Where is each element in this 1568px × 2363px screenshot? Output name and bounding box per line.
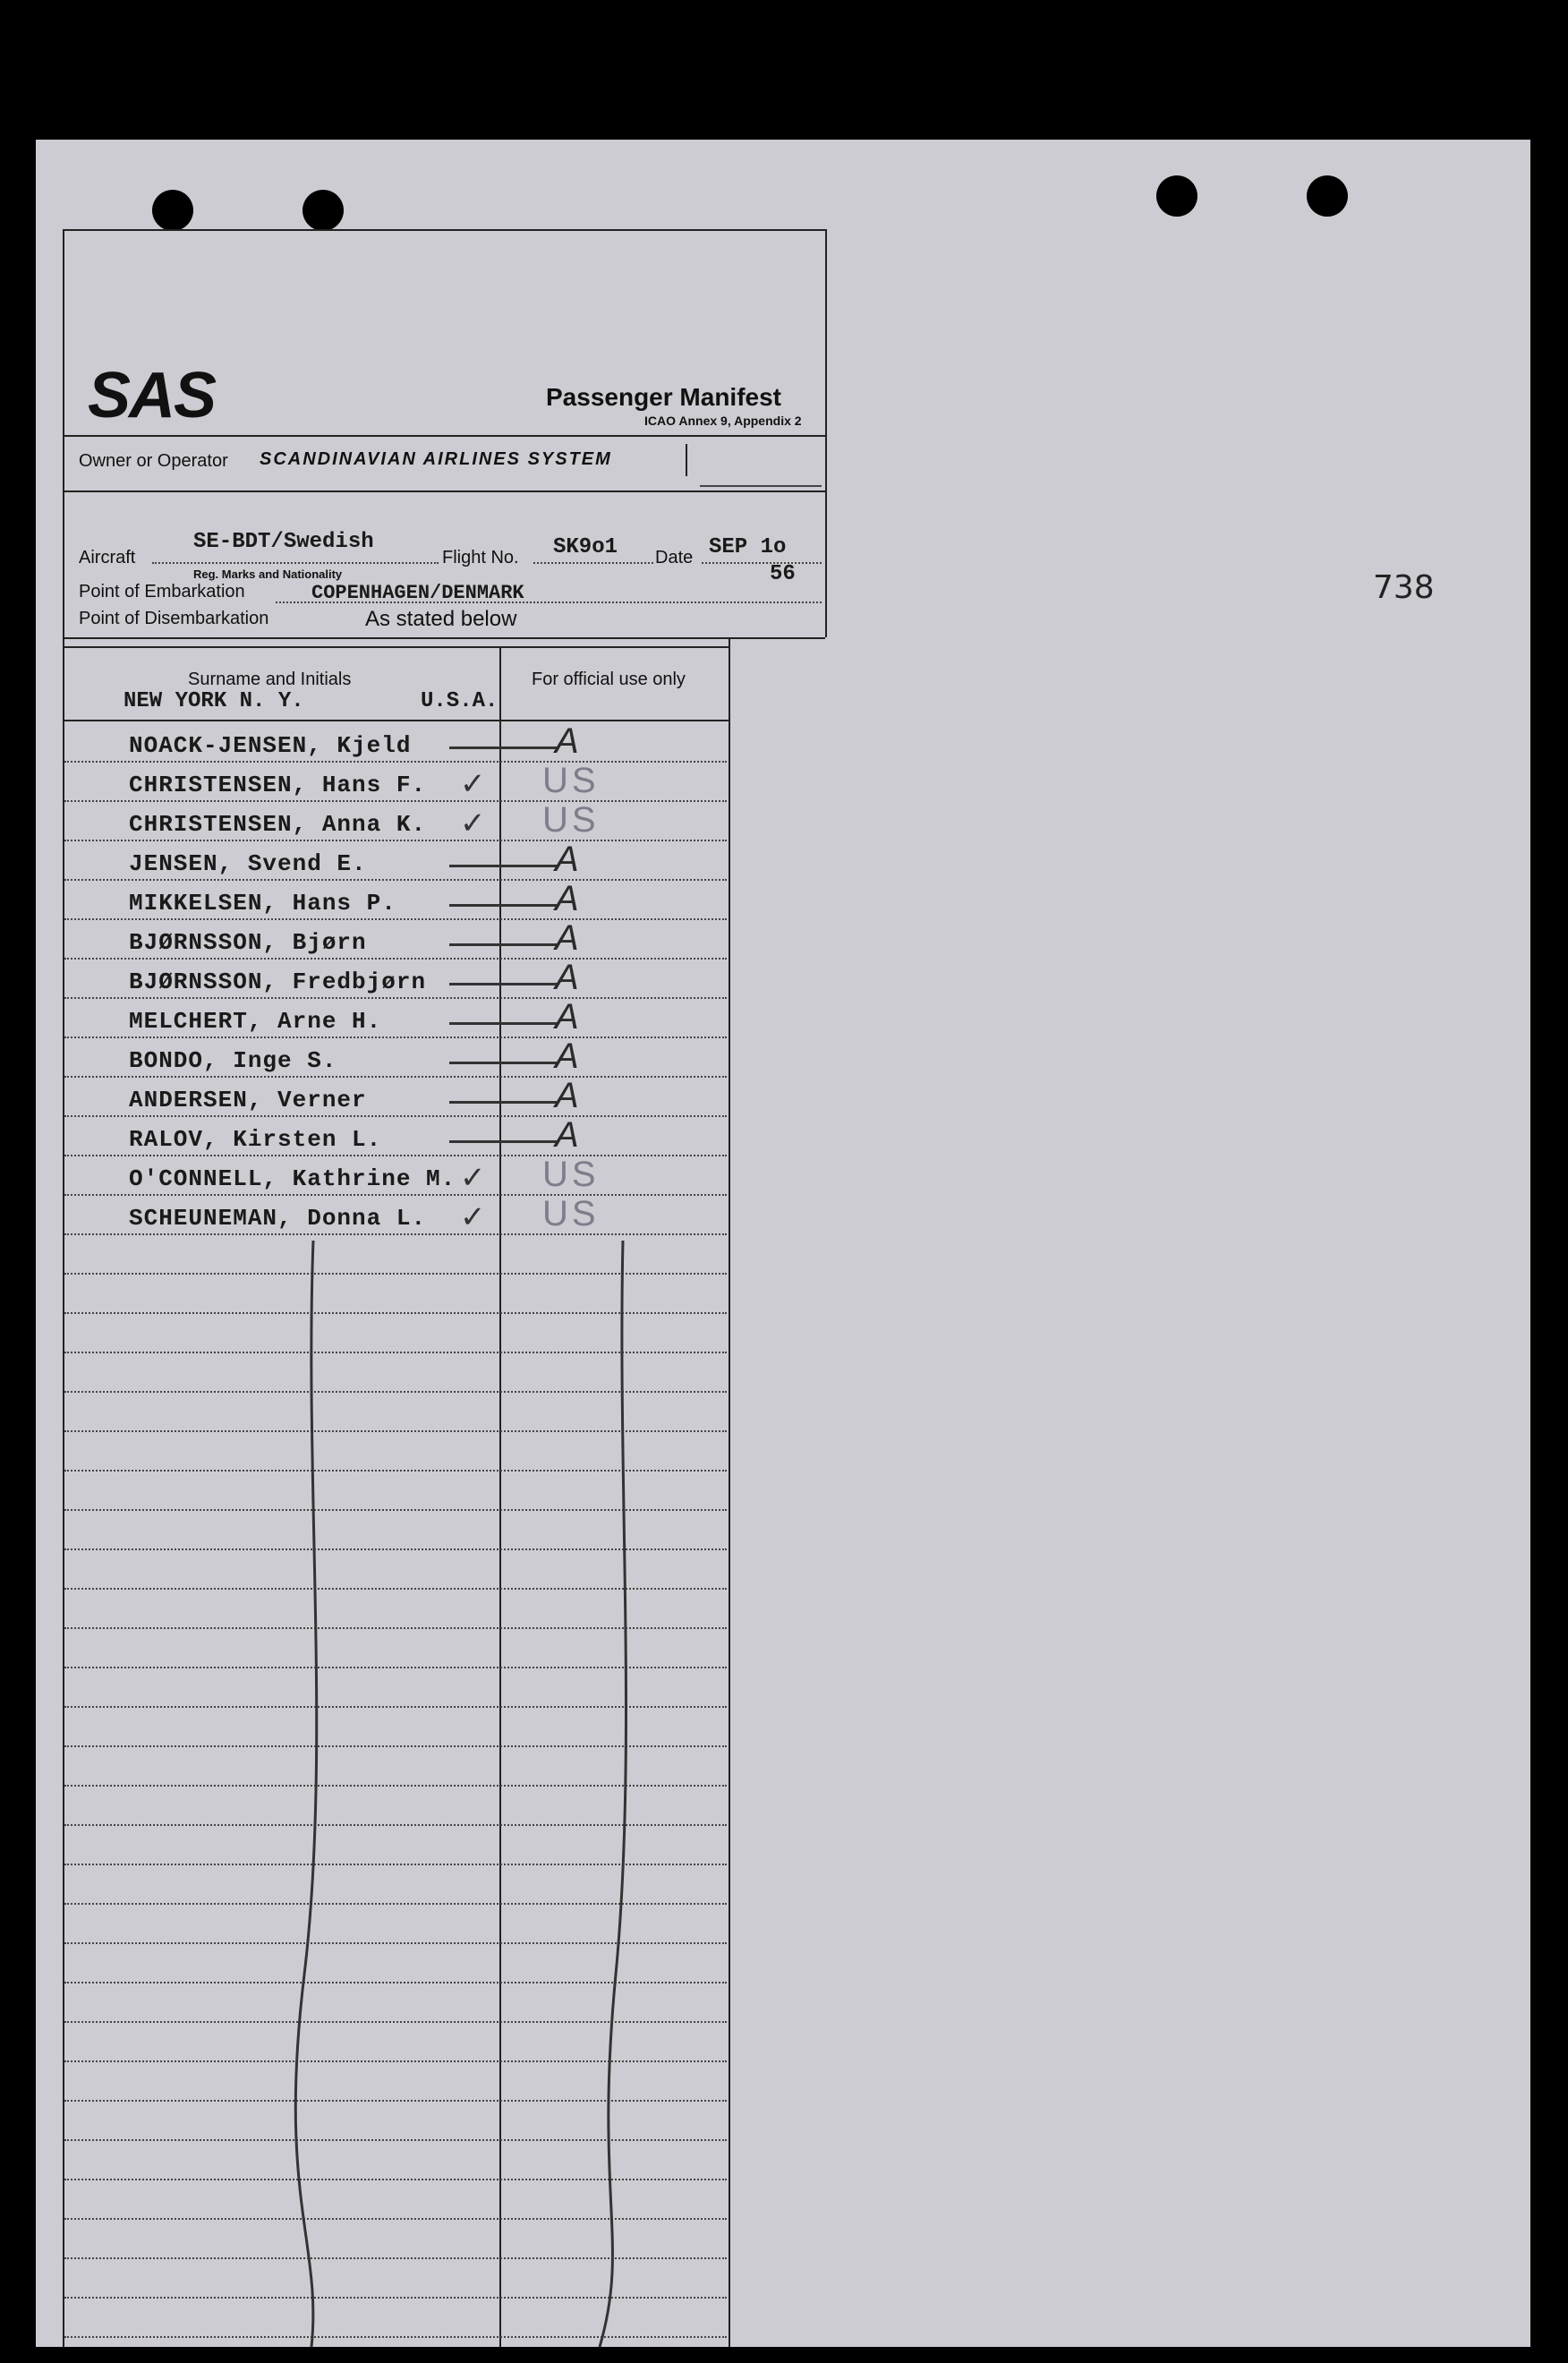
embarkation-value: COPENHAGEN/DENMARK <box>311 582 524 604</box>
passenger-name: NOACK-JENSEN, Kjeld <box>129 732 412 759</box>
official-mark: A <box>555 879 579 918</box>
manifest-sheet <box>36 140 1530 2347</box>
official-mark: US <box>542 800 600 840</box>
row-mark: ✓ <box>460 767 486 801</box>
passenger-name: CHRISTENSEN, Anna K. <box>129 811 427 838</box>
official-mark: A <box>555 1076 579 1115</box>
passenger-name: BJØRNSSON, Fredbjørn <box>129 968 427 995</box>
official-mark: US <box>542 761 600 800</box>
col-official-header: For official use only <box>532 670 686 689</box>
aircraft-note: Reg. Marks and Nationality <box>193 567 343 581</box>
destination: NEW YORK N. Y. <box>124 689 304 713</box>
official-mark: A <box>555 918 579 958</box>
flight-value: SK9o1 <box>553 535 618 559</box>
ditto-lines <box>36 140 752 2347</box>
row-mark: ✓ <box>460 1161 486 1195</box>
disembarkation-value: As stated below <box>365 607 517 631</box>
ditto-line-official <box>600 1241 626 2347</box>
passenger-name: MIKKELSEN, Hans P. <box>129 890 396 917</box>
passenger-name: CHRISTENSEN, Hans F. <box>129 772 427 798</box>
official-mark: A <box>555 840 579 879</box>
destination-country: U.S.A. <box>421 689 499 713</box>
sas-logo: SAS <box>88 360 216 431</box>
date-value: SEP 1o <box>709 535 787 559</box>
passenger-name: BONDO, Inge S. <box>129 1047 337 1074</box>
flight-label: Flight No. <box>442 548 519 567</box>
manifest-title: Passenger Manifest <box>546 383 781 411</box>
disembarkation-label: Point of Disembarkation <box>79 609 269 628</box>
row-mark: ✓ <box>460 1200 486 1234</box>
official-mark: A <box>555 958 579 997</box>
owner-value: SCANDINAVIAN AIRLINES SYSTEM <box>260 449 612 469</box>
official-mark: US <box>542 1155 600 1194</box>
official-mark: A <box>555 721 579 761</box>
manifest-subtitle: ICAO Annex 9, Appendix 2 <box>644 414 802 428</box>
passenger-name: JENSEN, Svend E. <box>129 850 367 877</box>
passenger-name: MELCHERT, Arne H. <box>129 1008 382 1035</box>
owner-label: Owner or Operator <box>79 451 228 471</box>
passenger-name: BJØRNSSON, Bjørn <box>129 929 367 956</box>
form-header-right-border <box>825 229 827 637</box>
row-mark: ✓ <box>460 806 486 840</box>
official-mark: A <box>555 1036 579 1076</box>
ditto-line-name <box>295 1241 316 2347</box>
official-mark: A <box>555 997 579 1036</box>
passenger-name: SCHEUNEMAN, Donna L. <box>129 1205 427 1232</box>
col-name-header: Surname and Initials <box>188 670 352 689</box>
aircraft-label: Aircraft <box>79 548 136 567</box>
passenger-name: RALOV, Kirsten L. <box>129 1126 382 1153</box>
page-number: 738 <box>1373 569 1435 606</box>
official-mark: US <box>542 1194 600 1233</box>
punch-hole <box>1156 175 1197 217</box>
aircraft-value: SE-BDT/Swedish <box>193 530 374 554</box>
punch-hole <box>1307 175 1348 217</box>
embarkation-label: Point of Embarkation <box>79 582 245 601</box>
passenger-name: O'CONNELL, Kathrine M. <box>129 1165 456 1192</box>
date-year: 56 <box>770 562 796 586</box>
official-mark: A <box>555 1115 579 1155</box>
date-label: Date <box>655 548 694 567</box>
passenger-name: ANDERSEN, Verner <box>129 1087 367 1113</box>
